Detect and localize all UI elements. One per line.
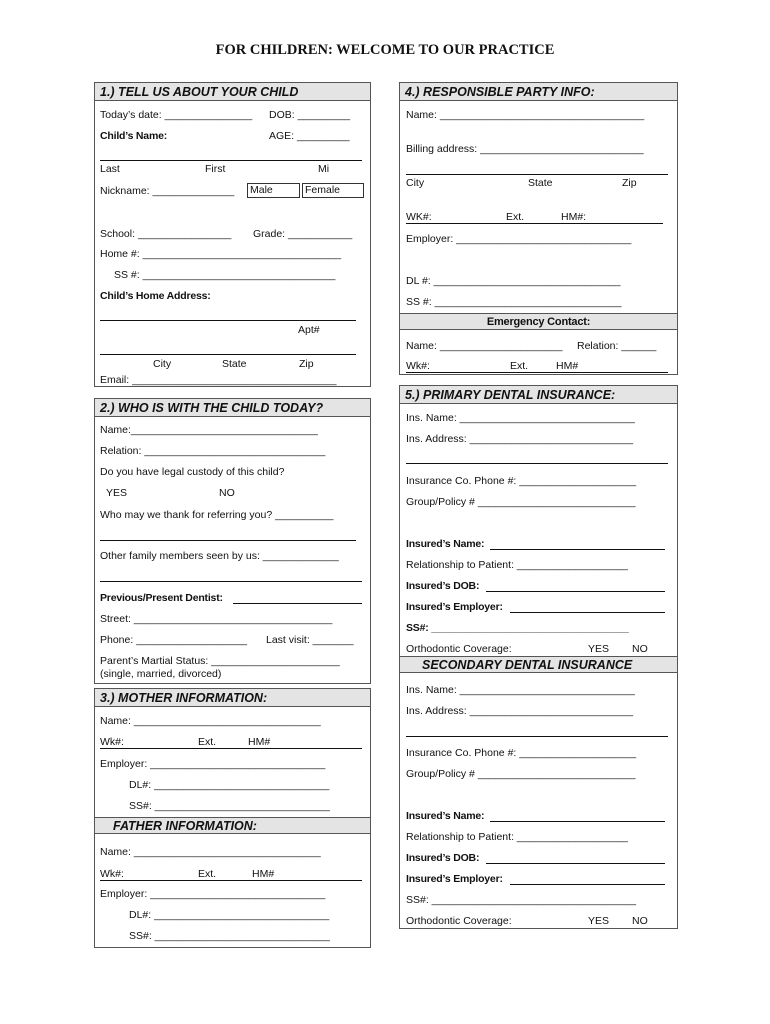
emergency-hm-label[interactable]: HM#	[556, 360, 579, 372]
sec-ins-address-field[interactable]: Ins. Address: ____________________________	[406, 705, 634, 717]
ins-phone-field[interactable]: Insurance Co. Phone #: ____________________	[406, 475, 637, 487]
sec-insured-name-label: Insured’s Name:	[406, 810, 485, 822]
father-name-field[interactable]: Name: ________________________________	[100, 846, 321, 858]
section-parent-info	[94, 688, 371, 948]
ins-name-field[interactable]: Ins. Name: ______________________________	[406, 412, 635, 424]
referral-field[interactable]: Who may we thank for referring you? __________	[100, 509, 334, 521]
rp-dl-field[interactable]: DL #: ________________________________	[406, 275, 621, 287]
rp-city-label: City	[406, 177, 425, 189]
city-label: City	[153, 358, 172, 370]
address-line[interactable]	[100, 320, 356, 321]
first-label: First	[205, 163, 226, 175]
state-label: State	[222, 358, 247, 370]
father-dl-field[interactable]: DL#: ______________________________	[129, 909, 330, 921]
rp-state-label: State	[528, 177, 553, 189]
nickname-field[interactable]: Nickname: ______________	[100, 185, 235, 197]
female-option[interactable]: Female	[302, 183, 364, 198]
age-field[interactable]: AGE: _________	[269, 130, 350, 142]
emergency-phone-line[interactable]	[406, 372, 668, 373]
mother-hm-label[interactable]: HM#	[248, 736, 271, 748]
custody-no-option[interactable]: NO	[219, 487, 235, 499]
relation-field[interactable]: Relation: _______________________________	[100, 445, 326, 457]
insured-employer-label: Insured’s Employer:	[406, 601, 503, 613]
section-who-is-with-child	[94, 398, 371, 684]
rp-employer-field[interactable]: Employer: ______________________________	[406, 233, 632, 245]
father-ss-field[interactable]: SS#: ______________________________	[129, 930, 330, 942]
billing-line-2[interactable]	[406, 174, 668, 175]
rp-zip-label: Zip	[622, 177, 637, 189]
rp-phone-line[interactable]	[406, 223, 663, 224]
sec-group-policy-field[interactable]: Group/Policy # ___________________________	[406, 768, 636, 780]
sec-insured-ss-field[interactable]: SS#: ___________________________________	[406, 894, 637, 906]
dob-field[interactable]: DOB: _________	[269, 109, 351, 121]
father-wk-label[interactable]: Wk#:	[100, 868, 124, 880]
city-state-zip-line[interactable]	[100, 354, 356, 355]
insured-employer-line[interactable]	[510, 612, 665, 613]
ins-address-field[interactable]: Ins. Address: ____________________________	[406, 433, 634, 445]
street-field[interactable]: Street: __________________________________	[100, 613, 333, 625]
dentist-label: Previous/Present Dentist:	[100, 592, 223, 604]
father-ext-label[interactable]: Ext.	[198, 868, 217, 880]
childs-name-label: Child’s Name:	[100, 130, 168, 142]
mother-dl-field[interactable]: DL#: ______________________________	[129, 779, 330, 791]
section-responsible-party	[399, 82, 678, 375]
todays-date-field[interactable]: Today’s date: _______________	[100, 109, 253, 121]
apt-label: Apt#	[298, 324, 320, 336]
billing-address-field[interactable]: Billing address: ____________________________	[406, 143, 644, 155]
mother-wk-label[interactable]: Wk#:	[100, 736, 124, 748]
last-label: Last	[100, 163, 120, 175]
ortho-coverage-label: Orthodontic Coverage:	[406, 643, 512, 655]
marital-status-field[interactable]: Parent’s Martial Status: ______________________	[100, 655, 340, 667]
other-family-field[interactable]: Other family members seen by us: _____________	[100, 550, 339, 562]
relationship-field[interactable]: Relationship to Patient: ___________________	[406, 559, 628, 571]
father-employer-field[interactable]: Employer: ______________________________	[100, 888, 326, 900]
rp-ext-label[interactable]: Ext.	[506, 211, 525, 223]
father-heading: FATHER INFORMATION:	[95, 817, 370, 834]
insured-name-label: Insured’s Name:	[406, 538, 485, 550]
sec-ins-address-line-2[interactable]	[406, 736, 668, 737]
referral-line[interactable]	[100, 540, 356, 541]
section-heading: 5.) PRIMARY DENTAL INSURANCE:	[400, 386, 677, 404]
ortho-yes-option[interactable]: YES	[588, 643, 610, 655]
insured-name-line[interactable]	[490, 549, 665, 550]
emergency-contact-heading: Emergency Contact:	[400, 313, 677, 330]
insured-ss-label[interactable]: SS#: ___________________________________	[406, 622, 629, 634]
ortho-no-option[interactable]: NO	[632, 643, 648, 655]
emergency-relation-field[interactable]: Relation: ______	[577, 340, 657, 352]
sec-insured-name-line[interactable]	[490, 821, 665, 822]
sec-ins-name-field[interactable]: Ins. Name: ______________________________	[406, 684, 635, 696]
rp-ss-field[interactable]: SS #: ________________________________	[406, 296, 622, 308]
section-heading: 4.) RESPONSIBLE PARTY INFO:	[400, 83, 677, 101]
sec-ortho-yes-option[interactable]: YES	[588, 915, 610, 927]
secondary-insurance-heading: SECONDARY DENTAL INSURANCE	[400, 656, 677, 673]
father-hm-label[interactable]: HM#	[252, 868, 275, 880]
ss-field[interactable]: SS #: _________________________________	[114, 269, 336, 281]
last-visit-field[interactable]: Last visit: _______	[266, 634, 354, 646]
sec-insured-employer-line[interactable]	[510, 884, 665, 885]
marital-options-note: (single, married, divorced)	[100, 668, 222, 680]
mother-employer-field[interactable]: Employer: ______________________________	[100, 758, 326, 770]
emergency-wk-label[interactable]: Wk#:	[406, 360, 430, 372]
home-phone-field[interactable]: Home #: __________________________________	[100, 248, 342, 260]
insured-dob-line[interactable]	[486, 591, 665, 592]
section-heading: 3.) MOTHER INFORMATION:	[95, 689, 370, 707]
zip-label: Zip	[299, 358, 314, 370]
mother-ext-label[interactable]: Ext.	[198, 736, 217, 748]
sec-insured-dob-line[interactable]	[486, 863, 665, 864]
rp-wk-label[interactable]: WK#:	[406, 211, 432, 223]
section-heading: 1.) TELL US ABOUT YOUR CHILD	[95, 83, 370, 101]
childs-name-line[interactable]	[100, 160, 362, 161]
sec-ins-phone-field[interactable]: Insurance Co. Phone #: ____________________	[406, 747, 637, 759]
custody-question: Do you have legal custody of this child?	[100, 466, 285, 478]
other-family-line[interactable]	[100, 581, 362, 582]
home-address-label: Child’s Home Address:	[100, 290, 211, 302]
section-heading: 2.) WHO IS WITH THE CHILD TODAY?	[95, 399, 370, 417]
sec-insured-dob-label: Insured’s DOB:	[406, 852, 480, 864]
sec-insured-employer-label: Insured’s Employer:	[406, 873, 503, 885]
mother-name-field[interactable]: Name: ________________________________	[100, 715, 321, 727]
custody-yes-option[interactable]: YES	[106, 487, 128, 499]
email-field[interactable]: Email: ___________________________________	[100, 374, 337, 386]
grade-field[interactable]: Grade: ___________	[253, 228, 353, 240]
rp-name-field[interactable]: Name: ___________________________________	[406, 109, 645, 121]
rp-hm-label[interactable]: HM#:	[561, 211, 587, 223]
section-dental-insurance	[399, 385, 678, 929]
form-title: FOR CHILDREN: WELCOME TO OUR PRACTICE	[215, 42, 555, 58]
male-option[interactable]: Male	[247, 183, 300, 198]
mi-label: Mi	[318, 163, 330, 175]
sec-ortho-no-option[interactable]: NO	[632, 915, 648, 927]
emergency-ext-label[interactable]: Ext.	[510, 360, 529, 372]
school-field[interactable]: School: ________________	[100, 228, 232, 240]
ins-address-line-2[interactable]	[406, 463, 668, 464]
mother-ss-field[interactable]: SS#: ______________________________	[129, 800, 330, 812]
mother-phone-line[interactable]	[100, 748, 362, 749]
section-child-info	[94, 82, 371, 387]
phone-field[interactable]: Phone: ___________________	[100, 634, 248, 646]
group-policy-field[interactable]: Group/Policy # ___________________________	[406, 496, 636, 508]
sec-relationship-field[interactable]: Relationship to Patient: ___________________	[406, 831, 628, 843]
insured-dob-label: Insured’s DOB:	[406, 580, 480, 592]
emergency-name-field[interactable]: Name: _____________________	[406, 340, 563, 352]
companion-name-field[interactable]: Name:________________________________	[100, 424, 318, 436]
dentist-line[interactable]	[233, 603, 362, 604]
sec-ortho-coverage-label: Orthodontic Coverage:	[406, 915, 512, 927]
father-phone-line[interactable]	[100, 880, 362, 881]
